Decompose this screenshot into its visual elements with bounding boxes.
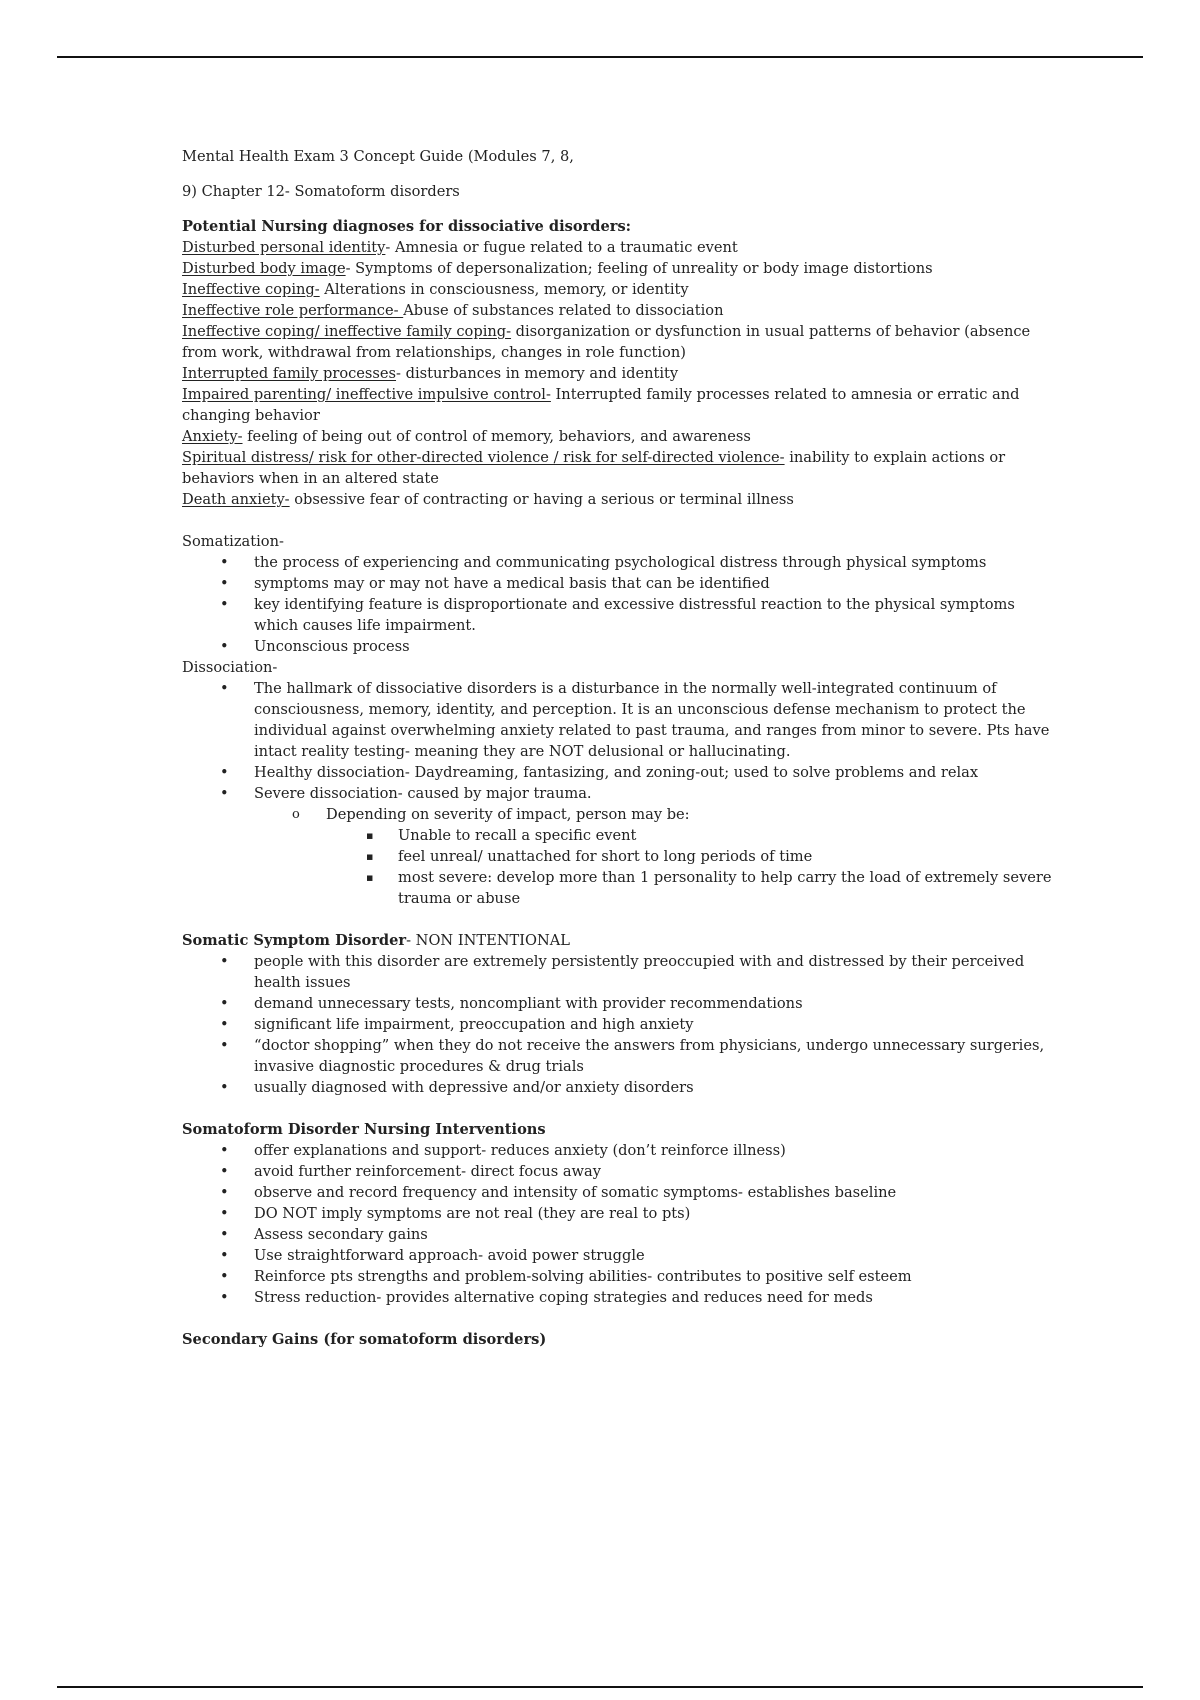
doc-title-line-1: Mental Health Exam 3 Concept Guide (Modules 7, 8, (182, 148, 574, 165)
interventions-heading: Somatoform Disorder Nursing Interventions (182, 1121, 546, 1138)
nursing-diagnosis-text: feeling of being out of control of memory, behaviors, and awareness (242, 428, 751, 445)
nursing-diagnosis-term: Disturbed body image (182, 260, 346, 277)
somatization-label: Somatization- (182, 533, 284, 550)
nursing-diagnosis-item (182, 426, 1062, 447)
ssd-heading: Somatic Symptom Disorder (182, 932, 407, 949)
sub-list-item-text: Depending on severity of impact, person may be: (326, 806, 690, 823)
sub-sub-list-item: ▪ Unable to recall a specific event (398, 825, 1062, 846)
nursing-diagnosis-term: Ineffective role performance- (182, 302, 404, 319)
nursing-diagnosis-term: Spiritual distress/ risk for other-directed violence / risk for self-directed violence- (182, 449, 785, 466)
nursing-diagnosis-item (182, 258, 1062, 279)
dissociation-sub-bullets (254, 804, 1062, 909)
list-item: • Use straightforward approach- avoid power struggle (254, 1245, 1062, 1266)
top-rule (57, 56, 1143, 58)
secondary-gains-heading: Secondary Gains (for somatoform disorders) (182, 1331, 547, 1348)
interventions-section (182, 1119, 1062, 1308)
nursing-diagnosis-text: - Symptoms of depersonalization; feeling of unreality or body image distortions (345, 260, 933, 277)
ssd-bullets (182, 951, 1062, 1098)
interventions-bullets (182, 1140, 1062, 1308)
dissociation-label: Dissociation- (182, 659, 278, 676)
nursing-diagnosis-item (182, 321, 1062, 363)
nursing-diagnosis-term: Disturbed personal identity (182, 239, 386, 256)
nursing-diagnosis-item (182, 237, 1062, 258)
nursing-diagnoses-section (182, 216, 1062, 510)
nursing-diagnosis-item (182, 300, 1062, 321)
nursing-diagnosis-item (182, 447, 1062, 489)
nursing-diagnoses-heading: Potential Nursing diagnoses for dissociative disorders: (182, 218, 632, 235)
nursing-diagnosis-text: Interrupted family processes related to amnesia or erratic and changing behavior (182, 386, 1020, 424)
nursing-diagnoses-list (182, 237, 1062, 510)
nursing-diagnosis-item (182, 279, 1062, 300)
somatization-section (182, 531, 1062, 657)
list-item: • Assess secondary gains (254, 1224, 1062, 1245)
list-item: • Reinforce pts strengths and problem-solving abilities- contributes to positive self esteem (254, 1266, 1062, 1287)
nursing-diagnosis-text: Alterations in consciousness, memory, or identity (319, 281, 689, 298)
bottom-rule (57, 1686, 1143, 1688)
dissociation-sub-sub-bullets (326, 825, 1062, 909)
sub-sub-list-item: ▪ feel unreal/ unattached for short to long periods of time (398, 846, 1062, 867)
nursing-diagnosis-term: Interrupted family processes (182, 365, 397, 382)
nursing-diagnosis-term: Ineffective coping- (182, 281, 320, 298)
nursing-diagnosis-item (182, 384, 1062, 426)
nursing-diagnosis-text: disorganization or dysfunction in usual patterns of behavior (absence from work, withdrawal from relationships, changes in role function) (182, 323, 1031, 361)
ssd-heading-line (182, 930, 1062, 951)
list-item: • symptoms may or may not have a medical basis that can be identified (254, 573, 1062, 594)
list-item: • offer explanations and support- reduces anxiety (don’t reinforce illness) (254, 1140, 1062, 1161)
list-item: • people with this disorder are extremely persistently preoccupied with and distressed by their perceived health issues (254, 951, 1062, 993)
nursing-diagnosis-term: Ineffective coping/ ineffective family coping- (182, 323, 512, 340)
sub-list-item (326, 804, 1062, 909)
list-item: • usually diagnosed with depressive and/or anxiety disorders (254, 1077, 1062, 1098)
somatic-symptom-disorder-section (182, 930, 1062, 1098)
nursing-diagnosis-text: obsessive fear of contracting or having a serious or terminal illness (289, 491, 794, 508)
nursing-diagnosis-term: Impaired parenting/ ineffective impulsive control- (182, 386, 551, 403)
dissociation-section (182, 657, 1062, 909)
nursing-diagnosis-text: Abuse of substances related to dissociation (403, 302, 724, 319)
doc-title-line-2: 9) Chapter 12- Somatoform disorders (182, 183, 460, 200)
document-body (182, 146, 1062, 1350)
list-item: • demand unnecessary tests, noncompliant with provider recommendations (254, 993, 1062, 1014)
nursing-diagnosis-text: - disturbances in memory and identity (396, 365, 679, 382)
list-item: • The hallmark of dissociative disorders is a disturbance in the normally well-integrated continuum of consciousness, memory, identity, and perception. It is an unconscious defense mechanism to protect the individual against overwhelming anxiety related to past trauma, and ranges from minor to severe. Pts have intact reality testing- meaning they are NOT delusional or hallucinating. (254, 678, 1062, 762)
list-item: • key identifying feature is disproportionate and excessive distressful reaction to the physical symptoms which causes life impairment. (254, 594, 1062, 636)
list-item: • “doctor shopping” when they do not receive the answers from physicians, undergo unnecessary surgeries, invasive diagnostic procedures & drug trials (254, 1035, 1062, 1077)
dissociation-bullets (182, 678, 1062, 909)
list-item (254, 783, 1062, 909)
list-item: • the process of experiencing and communicating psychological distress through physical symptoms (254, 552, 1062, 573)
nursing-diagnosis-text: inability to explain actions or behaviors when in an altered state (182, 449, 1006, 487)
list-item-text: Severe dissociation- caused by major trauma. (254, 785, 592, 802)
nursing-diagnosis-item (182, 489, 1062, 510)
nursing-diagnosis-term: Anxiety- (182, 428, 243, 445)
somatization-bullets (182, 552, 1062, 657)
list-item: • avoid further reinforcement- direct focus away (254, 1161, 1062, 1182)
nursing-diagnosis-term: Death anxiety- (182, 491, 290, 508)
list-item: • Unconscious process (254, 636, 1062, 657)
sub-sub-list-item: ▪ most severe: develop more than 1 personality to help carry the load of extremely severe trauma or abuse (398, 867, 1062, 909)
list-item: • Stress reduction- provides alternative coping strategies and reduces need for meds (254, 1287, 1062, 1308)
nursing-diagnosis-text: - Amnesia or fugue related to a traumatic event (385, 239, 738, 256)
list-item: • DO NOT imply symptoms are not real (they are real to pts) (254, 1203, 1062, 1224)
ssd-heading-suffix: - NON INTENTIONAL (406, 932, 570, 949)
list-item: • Healthy dissociation- Daydreaming, fantasizing, and zoning-out; used to solve problems and relax (254, 762, 1062, 783)
list-item: • observe and record frequency and intensity of somatic symptoms- establishes baseline (254, 1182, 1062, 1203)
nursing-diagnosis-item (182, 363, 1062, 384)
list-item: • significant life impairment, preoccupation and high anxiety (254, 1014, 1062, 1035)
